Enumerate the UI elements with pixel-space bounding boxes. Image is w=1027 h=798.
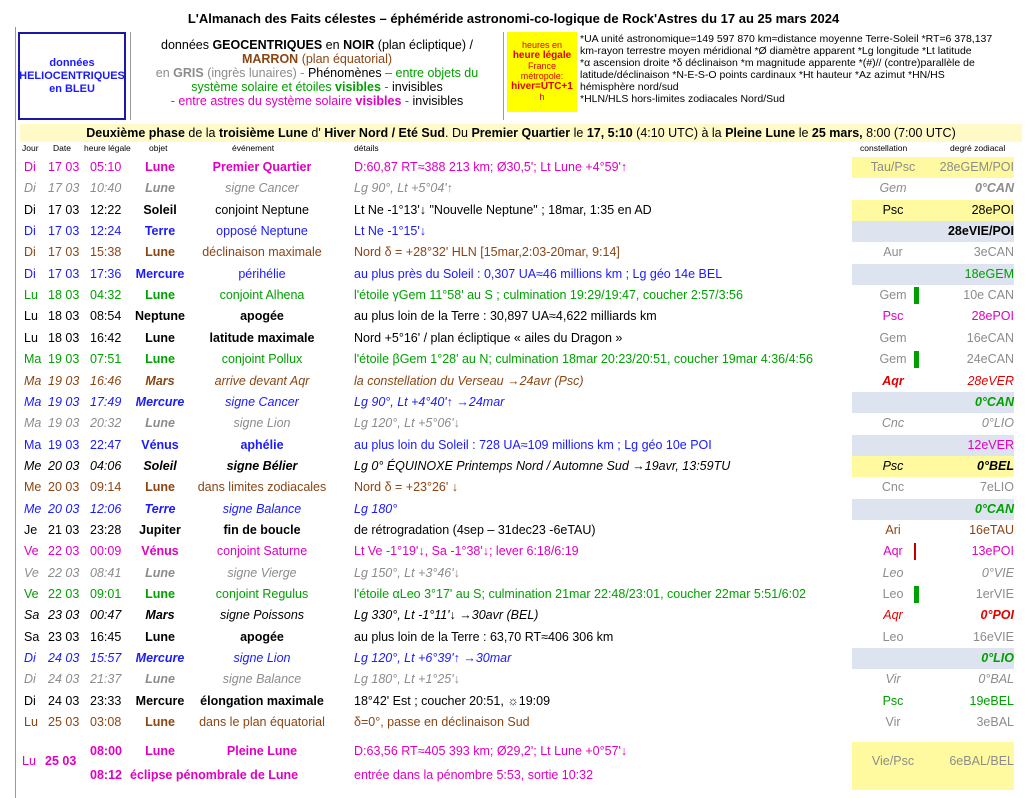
cell-day: Sa bbox=[24, 629, 40, 644]
cell-date: 22 03 bbox=[48, 565, 80, 580]
table-row bbox=[0, 306, 1027, 327]
cell-degree: 0°LIO bbox=[981, 651, 1014, 666]
cell-time: 00:47 bbox=[90, 608, 122, 623]
cell-constellation: Tau/Psc bbox=[870, 160, 916, 174]
cell-event: signe Lion bbox=[233, 416, 291, 431]
header-heure: heure légale bbox=[84, 143, 131, 153]
cell-event: apogée bbox=[240, 629, 284, 644]
table-row bbox=[0, 221, 1027, 242]
cell-day: Ma bbox=[24, 416, 42, 431]
cell-date: 18 03 bbox=[48, 288, 80, 303]
header-objet: objet bbox=[149, 143, 168, 153]
cell-event: élongation maximale bbox=[200, 693, 324, 708]
cell-details: Lg 330°, Lt -1°11'↓ →30avr (BEL) bbox=[354, 608, 539, 623]
cell-constellation: Leo bbox=[882, 629, 904, 644]
table-row bbox=[0, 392, 1027, 413]
table-row bbox=[0, 541, 1027, 562]
cell-time: 08:54 bbox=[90, 309, 122, 324]
cell-constellation: Gem bbox=[879, 330, 907, 345]
cell-degree: 12eVER bbox=[967, 437, 1014, 452]
table-row bbox=[0, 456, 1027, 477]
cell-day: Lu bbox=[22, 754, 36, 768]
table-row-pleine-lune bbox=[0, 742, 1027, 790]
cell-date: 20 03 bbox=[48, 458, 80, 473]
cell-time: 09:14 bbox=[90, 480, 122, 495]
cell-object: Mercure bbox=[135, 651, 185, 666]
table-row bbox=[0, 563, 1027, 584]
cell-degree: 0°BAL bbox=[978, 672, 1014, 687]
cell-date: 19 03 bbox=[48, 394, 80, 409]
cell-day: Di bbox=[24, 672, 36, 687]
cell-date: 19 03 bbox=[48, 352, 80, 367]
cell-degree: 28ePOI bbox=[971, 309, 1014, 324]
cell-object: Lune bbox=[145, 181, 175, 196]
cell-day: Me bbox=[24, 501, 42, 516]
cell-details: Lg 180° bbox=[354, 501, 398, 516]
cell-event: fin de boucle bbox=[223, 522, 301, 537]
cell-time: 04:32 bbox=[90, 288, 122, 303]
cell-object: Neptune bbox=[135, 309, 185, 324]
cell-constellation: Gem bbox=[879, 181, 907, 196]
cell-day: Ve bbox=[24, 587, 39, 601]
cell-time: 10:40 bbox=[90, 181, 122, 196]
cell-time: 00:09 bbox=[90, 544, 122, 559]
cell-details: Nord δ = +23°26' ↓ bbox=[354, 480, 458, 495]
cell-time: 04:06 bbox=[90, 458, 122, 473]
table-row bbox=[0, 264, 1027, 285]
cell-details: au plus près du Soleil : 0,307 UA≈46 millions km ; Lg géo 14e BEL bbox=[354, 266, 723, 281]
legend-heure-legale: heures en heure légale France métropole: hiver=UTC+1 h bbox=[507, 32, 577, 112]
cell-time: 07:51 bbox=[90, 352, 122, 367]
cell-time: 22:47 bbox=[90, 437, 122, 452]
cell-details: 18°42' Est ; coucher 20:51, ☼19:09 bbox=[354, 693, 551, 708]
cell-details: δ=0°, passe en déclinaison Sud bbox=[354, 715, 530, 730]
cell-day: Ve bbox=[24, 544, 39, 559]
cell-details: l'étoile γGem 11°58' au S ; culmination 19:29/19:47, coucher 2:57/3:56 bbox=[354, 288, 743, 303]
cell-object: Mars bbox=[145, 373, 175, 388]
cell-event: latitude maximale bbox=[209, 330, 315, 345]
cell-degree: 16eTAU bbox=[969, 522, 1014, 537]
cell-time: 17:49 bbox=[90, 394, 122, 409]
cell-time: 12:22 bbox=[90, 202, 122, 217]
cell-constellation: Leo bbox=[882, 565, 904, 580]
cell-details: de rétrogradation (4sep – 31dec23 -6eTAU) bbox=[354, 522, 596, 537]
cell-time: 16:46 bbox=[90, 373, 122, 388]
cell-object: Lune bbox=[145, 245, 175, 260]
cell-time: 08:00 bbox=[90, 744, 122, 758]
cell-object: Vénus bbox=[141, 437, 179, 452]
cell-day: Lu bbox=[24, 715, 38, 730]
cell-day: Me bbox=[24, 480, 42, 495]
cell-details: Lg 0° ÉQUINOXE Printemps Nord / Automne Sud →19avr, 13:59TU bbox=[354, 458, 731, 473]
cell-date: 17 03 bbox=[48, 160, 80, 174]
cell-degree: 24eCAN bbox=[966, 352, 1014, 367]
cell-object: Mars bbox=[145, 608, 175, 623]
cell-time: 23:28 bbox=[90, 522, 122, 537]
table-row bbox=[0, 584, 1027, 605]
table-row bbox=[0, 349, 1027, 370]
cell-details: la constellation du Verseau →24avr (Psc) bbox=[354, 373, 584, 388]
cell-event: dans le plan équatorial bbox=[199, 715, 325, 730]
cell-details: l'étoile αLeo 3°17' au S; culmination 21mar 22:48/23:01, coucher 22mar 5:51/6:02 bbox=[354, 587, 807, 601]
cell-event: opposé Neptune bbox=[216, 224, 308, 239]
header-evenement: événement bbox=[232, 143, 275, 153]
cell-degree: 1erVIE bbox=[975, 587, 1014, 601]
cell-details: au plus loin du Soleil : 728 UA≈109 millions km ; Lg géo 10e POI bbox=[354, 437, 712, 452]
cell-event: dans limites zodiacales bbox=[197, 480, 327, 495]
table-row bbox=[0, 712, 1027, 733]
cell-degree: 18eGEM bbox=[964, 266, 1014, 281]
page-title: L'Almanach des Faits célestes – éphéméride astronomi-co-logique de Rock'Astres du 17 au 25 mars 2024 bbox=[187, 11, 840, 26]
cell-object: Lune bbox=[145, 565, 175, 580]
cell-constellation: Psc bbox=[882, 202, 904, 217]
cell-details: l'étoile βGem 1°28' au N; culmination 18mar 20:23/20:51, coucher 19mar 4:36/4:56 bbox=[354, 352, 813, 367]
cell-details: Nord δ = +28°32' HLN [15mar,2:03-20mar, 9:14] bbox=[354, 245, 620, 260]
cell-details: Lg 90°, Lt +5°04'↑ bbox=[354, 181, 453, 196]
cell-date: 23 03 bbox=[48, 608, 80, 623]
cell-object: Terre bbox=[144, 224, 176, 239]
cell-time: 09:01 bbox=[90, 587, 122, 601]
cell-date: 18 03 bbox=[48, 330, 80, 345]
cell-day: Di bbox=[24, 266, 36, 281]
cell-date: 22 03 bbox=[48, 587, 80, 601]
cell-degree: 16eVIE bbox=[972, 629, 1014, 644]
cell-event: conjoint Regulus bbox=[215, 587, 309, 601]
table-row bbox=[0, 627, 1027, 648]
cell-degree: 10e CAN bbox=[963, 288, 1014, 303]
cell-event: conjoint Neptune bbox=[215, 202, 309, 217]
cell-constellation: Cnc bbox=[881, 416, 905, 431]
cell-date: 21 03 bbox=[48, 522, 80, 537]
cell-event: signe Bélier bbox=[226, 458, 298, 473]
cell-object: Lune bbox=[145, 416, 175, 431]
cell-date: 19 03 bbox=[48, 373, 80, 388]
cell-details: Lt Ve -1°19'↓, Sa -1°38'↓; lever 6:18/6:19 bbox=[354, 544, 579, 559]
header-constellation: constellation bbox=[860, 143, 908, 153]
cell-time: 20:32 bbox=[90, 416, 122, 431]
lunar-phase-banner: Deuxième phase de la troisième Lune d' Hiver Nord / Eté Sud. Du Premier Quartier le 17, 5:10 (4:10 UTC) à la Pleine Lune le 25 mars, 8:00 (7:00 UTC) bbox=[20, 124, 1022, 142]
cell-time: 16:45 bbox=[90, 629, 122, 644]
cell-event: déclinaison maximale bbox=[202, 245, 322, 260]
cell-day: Di bbox=[24, 693, 36, 708]
cell-object: Lune bbox=[145, 672, 175, 687]
cell-event: conjoint Alhena bbox=[219, 288, 305, 303]
cell-time: 23:33 bbox=[90, 693, 122, 708]
cell-degree: 28ePOI bbox=[971, 202, 1014, 217]
cell-degree: 6eBAL/BEL bbox=[949, 754, 1014, 768]
cell-constellation: Aqr bbox=[882, 373, 904, 388]
cell-day: Di bbox=[24, 224, 36, 239]
cell-day: Di bbox=[24, 245, 36, 260]
header-details: détails bbox=[354, 143, 379, 153]
cell-day: Di bbox=[24, 651, 36, 666]
cell-degree: 0°CAN bbox=[974, 501, 1014, 516]
cell-degree: 3eBAL bbox=[976, 715, 1014, 730]
cell-details: D:63,56 RT≈405 393 km; Ø29,2'; Lt Lune +0°57'↓ bbox=[354, 744, 628, 758]
cell-constellation: Ari bbox=[885, 522, 901, 537]
cell-details: D:60,87 RT≈388 213 km; Ø30,5'; Lt Lune +4°59'↑ bbox=[354, 160, 628, 174]
cell-date: 25 03 bbox=[48, 715, 80, 730]
cell-event: signe Poissons bbox=[219, 608, 305, 623]
cell-event: signe Vierge bbox=[227, 565, 297, 580]
header-date: Date bbox=[53, 143, 71, 153]
cell-day: Di bbox=[24, 160, 36, 174]
cell-date: 24 03 bbox=[48, 672, 80, 687]
cell-constellation: Psc bbox=[882, 309, 904, 324]
cell-time: 15:57 bbox=[90, 651, 122, 666]
cell-date: 25 03 bbox=[45, 754, 77, 768]
cell-day: Ma bbox=[24, 437, 42, 452]
table-row bbox=[0, 669, 1027, 690]
cell-details: entrée dans la pénombre 5:53, sortie 10:32 bbox=[354, 768, 594, 782]
cell-object: Lune bbox=[145, 480, 175, 495]
cell-constellation: Cnc bbox=[881, 480, 905, 495]
marker-bar bbox=[914, 586, 919, 603]
table-row bbox=[0, 200, 1027, 221]
cell-time: 12:06 bbox=[90, 501, 122, 516]
cell-constellation: Vir bbox=[885, 715, 901, 730]
cell-degree: 0°POI bbox=[980, 608, 1014, 623]
cell-object: Lune bbox=[145, 352, 175, 367]
cell-day: Me bbox=[24, 458, 42, 473]
table-row bbox=[0, 499, 1027, 520]
cell-constellation: Psc bbox=[882, 693, 904, 708]
legend-heliocentric: données HELIOCENTRIQUES en BLEU bbox=[18, 32, 126, 120]
cell-date: 22 03 bbox=[48, 544, 80, 559]
cell-event: signe Balance bbox=[222, 501, 302, 516]
cell-day: Di bbox=[24, 181, 36, 196]
table-row bbox=[0, 648, 1027, 669]
cell-day: Ma bbox=[24, 394, 42, 409]
cell-object: Lune bbox=[145, 330, 175, 345]
cell-degree: 28eVER bbox=[967, 373, 1014, 388]
cell-event: Pleine Lune bbox=[226, 744, 298, 758]
cell-day: Ve bbox=[24, 565, 39, 580]
cell-constellation: Aur bbox=[883, 245, 903, 260]
cell-date: 17 03 bbox=[48, 245, 80, 260]
cell-time: 21:37 bbox=[90, 672, 122, 687]
cell-day: Lu bbox=[24, 309, 38, 324]
cell-object: Mercure bbox=[135, 394, 185, 409]
table-row bbox=[0, 605, 1027, 626]
cell-time: 03:08 bbox=[90, 715, 122, 730]
legend-geocentric: données GEOCENTRIQUES en NOIR (plan écliptique) / MARRON (plan équatorial) en GRIS (ingrès lunaires) - Phénomènes – entre objets du système solaire et étoiles visibles - invisibles - entre astres du système solaire visibles - invisibles bbox=[130, 32, 504, 120]
cell-time: 05:10 bbox=[90, 160, 122, 174]
cell-event: apogée bbox=[240, 309, 284, 324]
table-row bbox=[0, 371, 1027, 392]
cell-event: conjoint Pollux bbox=[221, 352, 303, 367]
cell-constellation: Vir bbox=[885, 672, 901, 687]
table-row bbox=[0, 178, 1027, 199]
cell-object: Mercure bbox=[135, 266, 185, 281]
cell-day: Lu bbox=[24, 288, 38, 303]
cell-details: Lg 180°, Lt +1°25'↓ bbox=[354, 672, 460, 687]
table-row bbox=[0, 413, 1027, 434]
cell-details: Lg 120°, Lt +5°06'↓ bbox=[354, 416, 460, 431]
cell-date: 17 03 bbox=[48, 224, 80, 239]
cell-degree: 0°CAN bbox=[974, 181, 1014, 196]
header-jour: Jour bbox=[22, 143, 39, 153]
cell-time: 15:38 bbox=[90, 245, 122, 260]
table-row bbox=[0, 157, 1027, 178]
cell-date: 24 03 bbox=[48, 693, 80, 708]
cell-degree: 7eLIO bbox=[979, 480, 1014, 495]
cell-object: Vénus bbox=[141, 544, 179, 559]
cell-time: 16:42 bbox=[90, 330, 122, 345]
cell-day: Je bbox=[24, 522, 38, 537]
cell-date: 18 03 bbox=[48, 309, 80, 324]
cell-day: Di bbox=[24, 202, 36, 217]
cell-event: signe Cancer bbox=[225, 394, 299, 409]
cell-day: Ma bbox=[24, 352, 42, 367]
table-row bbox=[0, 328, 1027, 349]
cell-day: Ma bbox=[24, 373, 42, 388]
cell-details: Lg 90°, Lt +4°40'↑ →24mar bbox=[354, 394, 505, 409]
cell-event: conjoint Saturne bbox=[216, 544, 308, 559]
cell-constellation: Gem bbox=[879, 352, 907, 367]
cell-time: 08:41 bbox=[90, 565, 122, 580]
table-row bbox=[0, 520, 1027, 541]
cell-time: 12:24 bbox=[90, 224, 122, 239]
cell-day: Sa bbox=[24, 608, 40, 623]
cell-day: Lu bbox=[24, 330, 38, 345]
marker-bar bbox=[914, 543, 916, 560]
cell-object: Terre bbox=[144, 501, 176, 516]
cell-details: Lt Ne -1°15'↓ bbox=[354, 224, 427, 239]
table-row bbox=[0, 285, 1027, 306]
cell-degree: 3eCAN bbox=[973, 245, 1014, 260]
cell-degree: 0°BEL bbox=[977, 458, 1014, 473]
marker-bar bbox=[914, 287, 919, 304]
cell-object: Lune bbox=[145, 160, 175, 174]
cell-degree: 0°VIE bbox=[981, 565, 1014, 580]
cell-object: Jupiter bbox=[139, 522, 181, 537]
cell-degree: 13ePOI bbox=[971, 544, 1014, 559]
cell-event: périhélie bbox=[238, 266, 286, 281]
cell-event: aphélie bbox=[240, 437, 284, 452]
cell-object: Lune bbox=[145, 587, 175, 601]
cell-details: Nord +5°16' / plan écliptique « ailes du Dragon » bbox=[354, 330, 623, 345]
cell-constellation: Aqr bbox=[883, 608, 903, 623]
cell-degree: 0°CAN bbox=[974, 394, 1014, 409]
cell-date: 20 03 bbox=[48, 480, 80, 495]
legend-abbreviations: *UA unité astronomique=149 597 870 km≈distance moyenne Terre-Soleil *RT=6 378,137 km-rayon terrestre moyen méridional *Ø diamètre apparent *Lg longitude *Lt latitude *α ascension droite *δ déclinaison *m magnitude apparente *(#)// (contre)parallèle de latitude/déclinaison *N-E-S-O points cardinaux *Ht hauteur *Az azimut *HN/HS hémisphère nord/sud *HLN/HLS hors-limites zodiacales Nord/Sud bbox=[580, 33, 993, 105]
cell-object: Mercure bbox=[135, 693, 185, 708]
cell-event: éclipse pénombrale de Lune bbox=[130, 768, 299, 782]
cell-details: Lg 150°, Lt +3°46'↓ bbox=[354, 565, 460, 580]
cell-date: 17 03 bbox=[48, 202, 80, 217]
cell-event: Premier Quartier bbox=[212, 160, 312, 174]
cell-constellation: Gem bbox=[879, 288, 907, 303]
cell-date: 17 03 bbox=[48, 266, 80, 281]
cell-degree: 19eBEL bbox=[969, 693, 1014, 708]
cell-details: Lt Ne -1°13'↓ "Nouvelle Neptune" ; 18mar, 1:35 en AD bbox=[354, 202, 652, 217]
cell-constellation: Vie/Psc bbox=[871, 754, 915, 768]
cell-date: 24 03 bbox=[48, 651, 80, 666]
cell-details: Lg 120°, Lt +6°39'↑ →30mar bbox=[354, 651, 512, 666]
cell-constellation: Aqr bbox=[883, 544, 903, 559]
cell-time: 08:12 bbox=[90, 768, 122, 782]
cell-date: 19 03 bbox=[48, 416, 80, 431]
cell-constellation: Leo bbox=[882, 587, 904, 601]
cell-degree: 0°LIO bbox=[981, 416, 1014, 431]
cell-object: Soleil bbox=[143, 202, 177, 217]
cell-object: Lune bbox=[145, 744, 175, 758]
cell-details: au plus loin de la Terre : 63,70 RT≈406 306 km bbox=[354, 629, 614, 644]
cell-degree: 16eCAN bbox=[966, 330, 1014, 345]
table-row bbox=[0, 435, 1027, 456]
cell-object: Lune bbox=[145, 715, 175, 730]
cell-object: Soleil bbox=[143, 458, 177, 473]
cell-event: signe Lion bbox=[233, 651, 291, 666]
cell-date: 17 03 bbox=[48, 181, 80, 196]
table-row bbox=[0, 691, 1027, 712]
cell-object: Lune bbox=[145, 288, 175, 303]
cell-time: 17:36 bbox=[90, 266, 122, 281]
table-row bbox=[0, 242, 1027, 263]
cell-constellation: Psc bbox=[882, 458, 904, 473]
cell-event: signe Cancer bbox=[225, 181, 299, 196]
cell-date: 19 03 bbox=[48, 437, 80, 452]
cell-degree: 28eVIE/POI bbox=[947, 224, 1014, 239]
cell-event: signe Balance bbox=[222, 672, 302, 687]
cell-date: 20 03 bbox=[48, 501, 80, 516]
cell-degree: 28eGEM/POI bbox=[939, 160, 1014, 174]
cell-details: au plus loin de la Terre : 30,897 UA≈4,622 milliards km bbox=[354, 309, 657, 324]
cell-event: arrive devant Aqr bbox=[214, 373, 310, 388]
cell-object: Lune bbox=[145, 629, 175, 644]
table-row bbox=[0, 477, 1027, 498]
cell-date: 23 03 bbox=[48, 629, 80, 644]
header-degre: degré zodiacal bbox=[950, 143, 1006, 153]
marker-bar bbox=[914, 351, 919, 368]
